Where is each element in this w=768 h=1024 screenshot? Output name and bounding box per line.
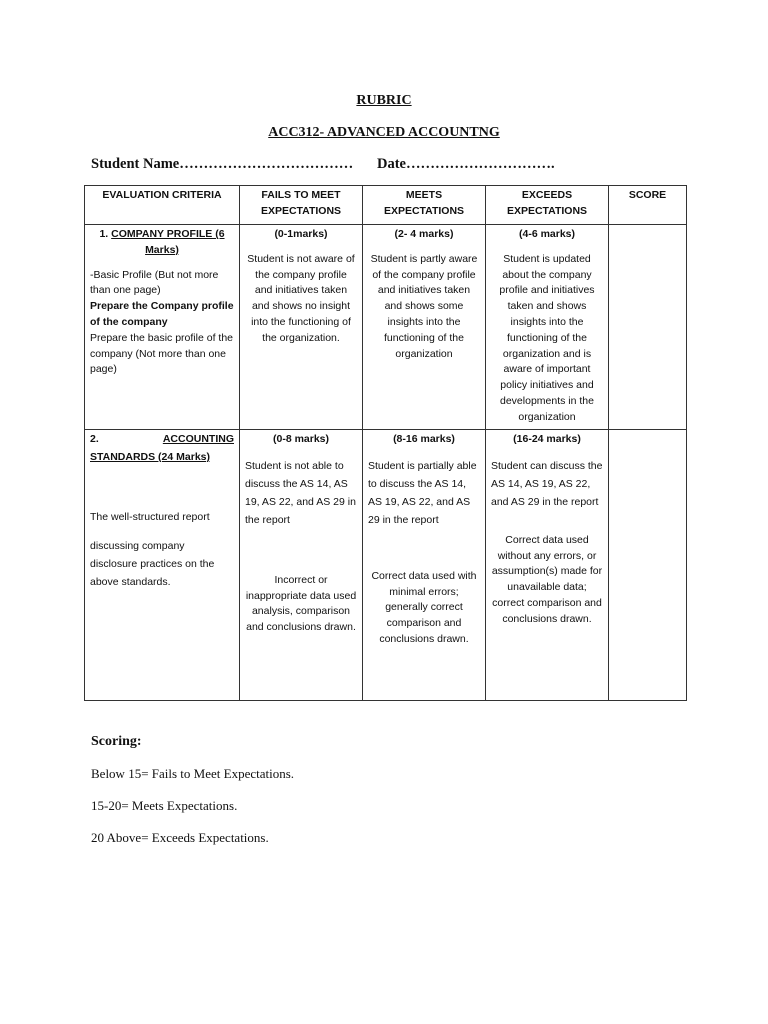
exceeds-cell bbox=[486, 225, 609, 430]
cell-description: Student is not able to discuss the AS 14, AS 19, AS 22, and AS 29 in the report bbox=[245, 459, 356, 526]
fails-cell bbox=[240, 225, 363, 430]
cell-description: Student is partially able to discuss the AS 14, AS 19, AS 22, and AS 29 in the report bbox=[368, 459, 477, 526]
header-meets: MEETS EXPECTATIONS bbox=[363, 186, 486, 225]
score-cell[interactable] bbox=[609, 430, 687, 701]
cell-description: Student can discuss the AS 14, AS 19, AS 22, and AS 29 in the report bbox=[491, 459, 603, 508]
criteria-cell bbox=[85, 225, 240, 430]
meets-cell bbox=[363, 430, 486, 701]
criteria-description: The well-structured report bbox=[90, 510, 210, 523]
student-name-field: Student Name……………………………… bbox=[91, 156, 354, 172]
score-cell[interactable] bbox=[609, 225, 687, 430]
marks-range: (0-8 marks) bbox=[272, 433, 330, 445]
header-evaluation-criteria: EVALUATION CRITERIA bbox=[85, 186, 240, 225]
cell-description: Student is updated about the company profile and initiatives taken and shows insights into the functioning of the organization and is aware of important policy initiatives and developments in the organization bbox=[499, 252, 595, 423]
scoring-line: Below 15= Fails to Meet Expectations. bbox=[91, 766, 295, 781]
criteria-title: 1. COMPANY PROFILE (6 Marks) bbox=[99, 228, 225, 256]
rubric-table bbox=[84, 185, 687, 701]
header-exceeds: EXCEEDS EXPECTATIONS bbox=[486, 186, 609, 225]
marks-range: (2- 4 marks) bbox=[394, 228, 454, 240]
cell-description: Student is partly aware of the company profile and initiatives taken and shows some insights into the functioning of the organization bbox=[370, 252, 478, 360]
fails-cell bbox=[240, 430, 363, 701]
criteria-description-2: discussing company disclosure practices on the above standards. bbox=[90, 540, 215, 589]
criteria-cell bbox=[85, 430, 240, 701]
criteria-bold-note: Prepare the Company profile of the company bbox=[90, 300, 234, 328]
meets-cell bbox=[363, 225, 486, 430]
criteria-title: 2. ACCOUNTING bbox=[90, 433, 234, 445]
date-field: Date…………………………. bbox=[377, 156, 555, 172]
cell-description-2: Incorrect or inappropriate data used analysis, comparison and conclusions drawn. bbox=[245, 573, 357, 634]
marks-range: (4-6 marks) bbox=[518, 228, 576, 240]
criteria-description: -Basic Profile (But not more than one page) bbox=[90, 268, 219, 297]
criteria-description-2: Prepare the basic profile of the company (Not more than one page) bbox=[90, 331, 234, 376]
student-line bbox=[91, 156, 555, 173]
marks-range: (0-1marks) bbox=[274, 228, 328, 240]
marks-range: (16-24 marks) bbox=[513, 433, 581, 445]
table-row bbox=[85, 430, 687, 701]
cell-description-2: Correct data used with minimal errors; generally correct comparison and conclusions drawn. bbox=[371, 569, 477, 645]
table-row bbox=[85, 225, 687, 430]
document-title: RUBRIC bbox=[356, 93, 412, 108]
course-title: ACC312- ADVANCED ACCOUNTNG bbox=[268, 125, 500, 140]
cell-description-2: Correct data used without any errors, or assumption(s) made for unavailable data; correct comparison and conclusions drawn. bbox=[491, 533, 603, 625]
table-header-row bbox=[85, 186, 687, 225]
scoring-heading: Scoring: bbox=[91, 734, 142, 749]
header-fails: FAILS TO MEET EXPECTATIONS bbox=[240, 186, 363, 225]
scoring-line: 20 Above= Exceeds Expectations. bbox=[91, 830, 269, 845]
header-score: SCORE bbox=[609, 186, 687, 225]
exceeds-cell bbox=[486, 430, 609, 701]
criteria-title-2: STANDARDS (24 Marks) bbox=[90, 450, 210, 463]
cell-description: Student is not aware of the company profile and initiatives taken and shows no insight into the functioning of the organization. bbox=[247, 252, 355, 344]
scoring-line: 15-20= Meets Expectations. bbox=[91, 798, 238, 813]
marks-range: (8-16 marks) bbox=[393, 433, 455, 445]
